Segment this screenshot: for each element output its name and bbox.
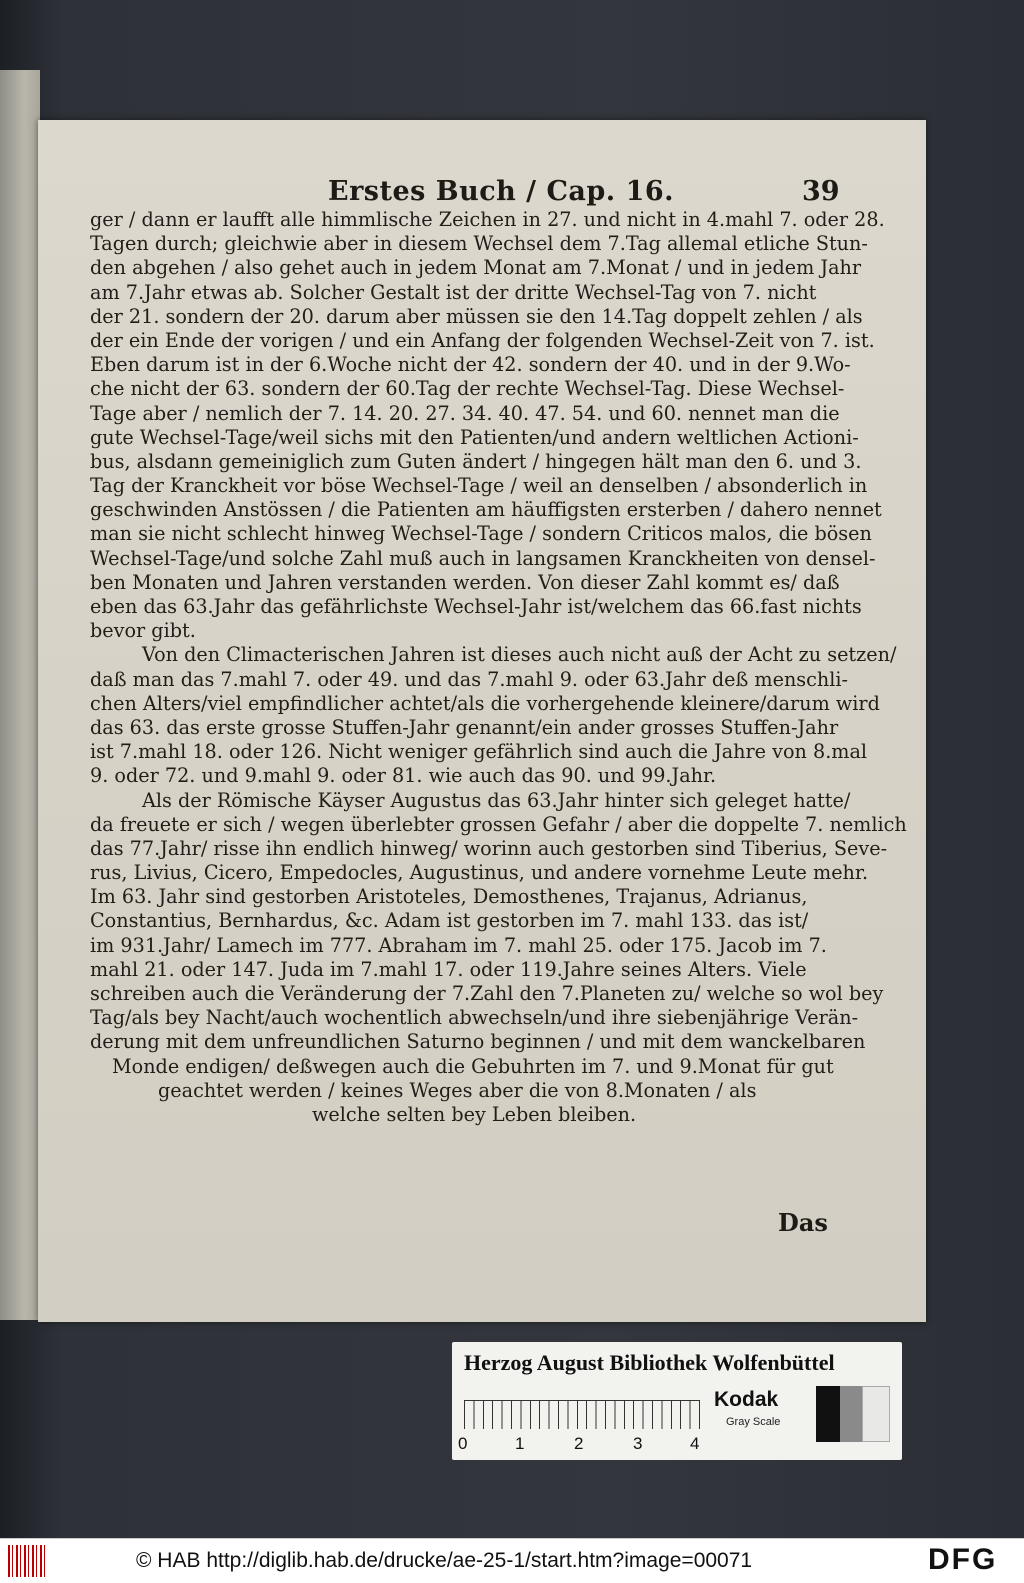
text-line: den abgehen / also gehet auch in jedem Monat am 7.Monat / und in jedem Jahr <box>90 256 862 280</box>
text-line: Tagen durch; gleichwie aber in diesem Wechsel dem 7.Tag allemal etliche Stun- <box>90 232 868 256</box>
white-swatch <box>862 1386 890 1442</box>
text-line: rus, Livius, Cicero, Empedocles, Augustinus, und andere vornehme Leute mehr. <box>90 861 869 885</box>
page-number: 39 <box>802 176 840 207</box>
scale-ruler <box>464 1400 700 1429</box>
scale-label: 1 <box>515 1434 525 1453</box>
body-text <box>90 208 907 1127</box>
scale-label: 3 <box>633 1434 643 1453</box>
text-line: ben Monaten und Jahren verstanden werden. Von dieser Zahl kommt es/ daß <box>90 570 840 594</box>
text-line: am 7.Jahr etwas ab. Solcher Gestalt ist der dritte Wechsel-Tag von 7. nicht <box>90 280 817 304</box>
text-line: das 63. das erste grosse Stuffen-Jahr genannt/ein ander grosses Stuffen-Jahr <box>90 715 839 739</box>
text-line: Monde endigen/ deßwegen auch die Gebuhrten im 7. und 9.Monat für gut <box>112 1054 834 1078</box>
text-line: das 77.Jahr/ risse ihn endlich hinweg/ worinn auch gestorben sind Tiberius, Seve- <box>90 836 888 860</box>
text-line: schreiben auch die Veränderung der 7.Zahl den 7.Planeten zu/ welche so wol bey <box>90 982 884 1005</box>
text-line: im 931.Jahr/ Lamech im 777. Abraham im 7. mahl 25. oder 175. Jacob im 7. <box>90 933 827 957</box>
dfg-logo: DFG <box>928 1543 998 1576</box>
kodak-logo: Kodak <box>714 1388 779 1411</box>
text-line: gute Wechsel-Tage/weil sichs mit den Patienten/und andern weltlichen Actioni- <box>90 425 859 449</box>
text-line: Constantius, Bernhardus, &c. Adam ist gestorben im 7. mahl 133. das ist/ <box>90 909 809 933</box>
text-line: bevor gibt. <box>90 619 196 643</box>
text-line: mahl 21. oder 147. Juda im 7.mahl 17. oder 119.Jahre seines Alters. Viele <box>90 957 807 981</box>
text-line: Von den Climacterischen Jahren ist dieses auch nicht auß der Acht zu setzen/ <box>142 643 897 667</box>
catchword: Das <box>778 1208 828 1237</box>
text-line: geachtet werden / keines Weges aber die von 8.Monaten / als <box>158 1078 757 1102</box>
gray-scale-label: Gray Scale <box>726 1416 781 1428</box>
text-line: 9. oder 72. und 9.mahl 9. oder 81. wie auch das 90. und 99.Jahr. <box>90 764 717 788</box>
target-title: Herzog August Bibliothek Wolfenbüttel <box>464 1350 835 1375</box>
footer-bar <box>0 1538 1024 1583</box>
scale-label: 2 <box>574 1434 584 1453</box>
text-line: der 21. sondern der 20. darum aber müssen sie den 14.Tag doppelt zehlen / als <box>90 304 863 328</box>
footer-credit[interactable]: © HAB http://diglib.hab.de/drucke/ae-25-1/start.htm?image=00071 <box>136 1549 753 1572</box>
scale-label: 0 <box>458 1434 468 1453</box>
text-line: Tage aber / nemlich der 7. 14. 20. 27. 34. 40. 47. 54. und 60. nennet man die <box>90 401 840 425</box>
text-line: derung mit dem unfreundlichen Saturno beginnen / und mit dem wanckelbaren <box>90 1030 866 1054</box>
book-page <box>38 120 926 1322</box>
text-line: daß man das 7.mahl 7. oder 49. und das 7.mahl 9. oder 63.Jahr deß menschli- <box>90 667 849 691</box>
text-line: ist 7.mahl 18. oder 126. Nicht weniger gefährlich sind auch die Jahre von 8.mal <box>90 740 868 764</box>
text-line: Tag der Kranckheit vor böse Wechsel-Tage / weil an denselben / absonderlich in <box>90 474 868 498</box>
running-head: Erstes Buch / Cap. 16. <box>328 176 675 207</box>
color-target <box>452 1342 902 1460</box>
text-line: Tag/als bey Nacht/auch wochentlich abwechseln/und ihre siebenjährige Verän- <box>90 1006 859 1030</box>
facing-page-edge <box>0 70 40 1320</box>
text-line: ger / dann er laufft alle himmlische Zeichen in 27. und nicht in 4.mahl 7. oder 28. <box>90 208 885 231</box>
black-swatch <box>816 1386 840 1442</box>
text-line: Eben darum ist in der 6.Woche nicht der 42. sondern der 40. und in der 9.Wo- <box>90 353 851 377</box>
text-line: Als der Römische Käyser Augustus das 63.Jahr hinter sich geleget hatte/ <box>142 788 851 812</box>
barcode-icon <box>8 1545 48 1577</box>
gray-swatch <box>840 1386 862 1442</box>
scale-labels <box>458 1434 706 1454</box>
text-line: bus, alsdann gemeiniglich zum Guten ändert / hingegen hält man den 6. und 3. <box>90 449 862 473</box>
text-line: Im 63. Jahr sind gestorben Aristoteles, Demosthenes, Trajanus, Adrianus, <box>90 885 808 909</box>
text-line: der ein Ende der vorigen / und ein Anfang der folgenden Wechsel-Zeit von 7. ist. <box>90 328 875 352</box>
scale-label: 4 <box>690 1434 700 1453</box>
text-line: man sie nicht schlecht hinweg Wechsel-Tage / sondern Criticos malos, die bösen <box>90 522 872 546</box>
text-line: da freuete er sich / wegen überlebter grossen Gefahr / aber die doppelte 7. nemlich <box>90 812 907 836</box>
text-line: geschwinden Anstössen / die Patienten am häuffigsten ersterben / dahero nennet <box>90 498 882 522</box>
text-line: chen Alters/viel empfindlicher achtet/als die vorhergehende kleinere/darum wird <box>90 691 880 715</box>
text-line: eben das 63.Jahr das gefährlichste Wechsel-Jahr ist/welchem das 66.fast nichts <box>90 595 862 618</box>
text-line: Wechsel-Tage/und solche Zahl muß auch in langsamen Kranckheiten von densel- <box>90 546 876 570</box>
text-line: welche selten bey Leben bleiben. <box>312 1102 637 1126</box>
text-line: che nicht der 63. sondern der 60.Tag der rechte Wechsel-Tag. Diese Wechsel- <box>90 377 845 401</box>
